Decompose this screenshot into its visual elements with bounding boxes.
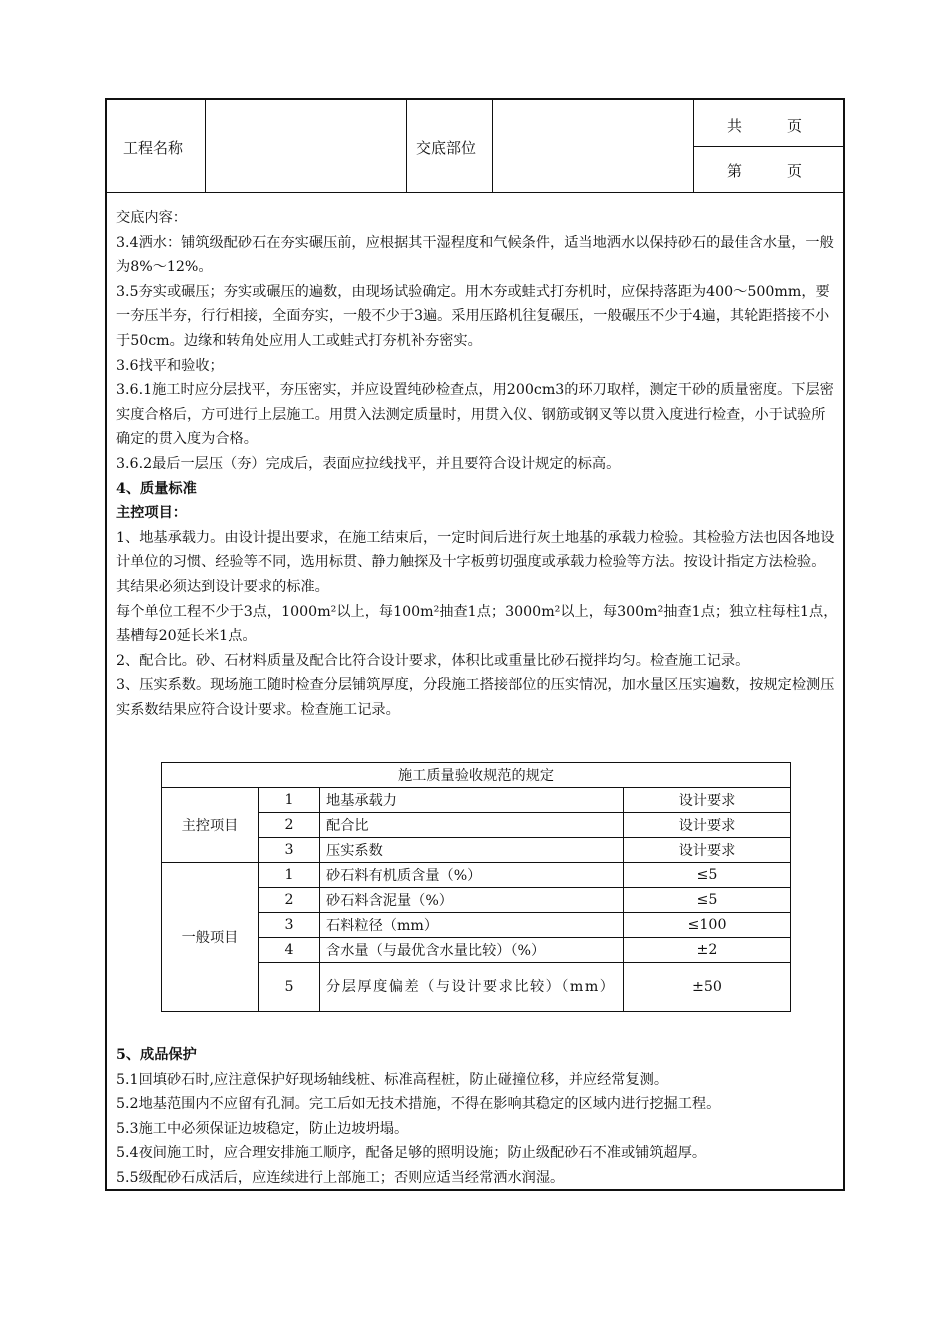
protection-item: 5.5级配砂石成活后，应连续进行上部施工；否则应适当经常洒水润湿。: [116, 1169, 565, 1186]
row-no: 1: [259, 788, 320, 813]
row-req: ≤5: [624, 863, 791, 888]
document-frame: [105, 98, 845, 1191]
row-no: 5: [259, 963, 320, 1012]
position-label: 交底部位: [416, 139, 477, 157]
protection-heading: 5、成品保护: [116, 1047, 197, 1063]
row-item: 含水量（与最优含水量比较）（%）: [320, 938, 624, 963]
row-req: ±2: [624, 938, 791, 963]
row-item: 石料粒径（mm）: [320, 913, 624, 938]
protection-item: 5.3施工中必须保证边坡稳定，防止边坡坍塌。: [116, 1120, 409, 1137]
header-divider: [693, 146, 843, 147]
protection-item: 5.1回填砂石时,应注意保护好现场轴线桩、标准高程桩，防止碰撞位移，并应经常复测。: [116, 1071, 669, 1088]
paragraph: 3.6找平和验收；: [116, 357, 224, 374]
row-no: 4: [259, 938, 320, 963]
row-item: 砂石料含泥量（%）: [320, 888, 624, 913]
row-no: 1: [259, 863, 320, 888]
row-req: 设计要求: [624, 813, 791, 838]
row-req: ≤100: [624, 913, 791, 938]
project-name-label: 工程名称: [123, 139, 184, 157]
spec-table: [161, 762, 791, 1012]
row-item: 配合比: [320, 813, 624, 838]
protection-section: [116, 1043, 838, 1191]
row-no: 2: [259, 888, 320, 913]
row-no: 3: [259, 838, 320, 863]
current-page: 第 页: [727, 162, 803, 180]
protection-item: 5.4夜间施工时，应合理安排施工顺序，配备足够的照明设施；防止级配砂石不准或铺筑超厚。: [116, 1145, 707, 1162]
row-item: 砂石料有机质含量（%）: [320, 863, 624, 888]
spec-table-title: 施工质量验收规范的规定: [162, 763, 791, 788]
quality-paragraph: 2、配合比。砂、石材料质量及配合比符合设计要求，体积比或重量比砂石搅拌均匀。检查施工记录。: [116, 652, 750, 669]
header-table: [107, 100, 843, 193]
header-divider: [406, 100, 407, 192]
paragraph: 3.4洒水：铺筑级配砂石在夯实碾压前，应根据其干湿程度和气候条件，适当地洒水以保持砂石的最佳含水量，一般为8%～12%。: [116, 234, 834, 276]
main-items-heading: 主控项目：: [116, 505, 187, 522]
group-main: 主控项目: [162, 788, 259, 863]
content-title: 交底内容：: [116, 210, 187, 226]
row-item: 压实系数: [320, 838, 624, 863]
row-no: 2: [259, 813, 320, 838]
group-general: 一般项目: [162, 863, 259, 1012]
content-body: [116, 206, 838, 722]
paragraph: 3.5夯实或碾压；夯实或碾压的遍数，由现场试验确定。用木夯或蛙式打夯机时，应保持落距为400～500mm，要一夯压半夯，行行相接，全面夯实，一般不少于3遍。采用压路机往复碾压，一般碾压不少于4遍，其轮距搭接不小于50cm。边缘和转角处应用人工或蛙式打夯机补夯密实。: [116, 283, 830, 349]
protection-item: 5.2地基范围内不应留有孔洞。完工后如无技术措施，不得在影响其稳定的区域内进行挖掘工程。: [116, 1096, 721, 1113]
quality-heading: 4、质量标准: [116, 480, 197, 497]
row-req: ±50: [624, 963, 791, 1012]
row-req: 设计要求: [624, 788, 791, 813]
quality-paragraph: 3、压实系数。现场施工随时检查分层铺筑厚度，分段施工搭接部位的压实情况，加水量区压实遍数，按规定检测压实系数结果应符合设计要求。检查施工记录。: [116, 677, 835, 718]
row-no: 3: [259, 913, 320, 938]
quality-paragraph: 1、地基承载力。由设计提出要求，在施工结束后，一定时间后进行灰土地基的承载力检验。其检验方法也因各地设计单位的习惯、经验等不同，选用标贯、静力触探及十字板剪切强度或承载力检验等方法。按设计指定方法检验。其结果必须达到设计要求的标准。: [116, 529, 835, 595]
header-divider: [492, 100, 493, 192]
row-req: 设计要求: [624, 838, 791, 863]
row-req: ≤5: [624, 888, 791, 913]
header-divider: [205, 100, 206, 192]
total-pages: 共 页: [727, 117, 803, 135]
row-item: 分层厚度偏差（与设计要求比较）（mm）: [320, 963, 624, 1012]
paragraph: 3.6.1施工时应分层找平，夯压密实，并应设置纯砂检查点，用200cm3的环刀取样，测定干砂的质量密度。下层密实度合格后，方可进行上层施工。用贯入法测定质量时，用贯入仪、钢筋或钢叉等以贯入度进行检查，小于试验所确定的贯入度为合格。: [116, 382, 834, 448]
quality-paragraph: 每个单位工程不少于3点，1000m²以上，每100m²抽查1点；3000m²以上，每300m²抽查1点；独立柱每柱1点，基槽每20延长米1点。: [116, 603, 838, 645]
row-item: 地基承载力: [320, 788, 624, 813]
paragraph: 3.6.2最后一层压（夯）完成后，表面应拉线找平，并且要符合设计规定的标高。: [116, 455, 621, 472]
